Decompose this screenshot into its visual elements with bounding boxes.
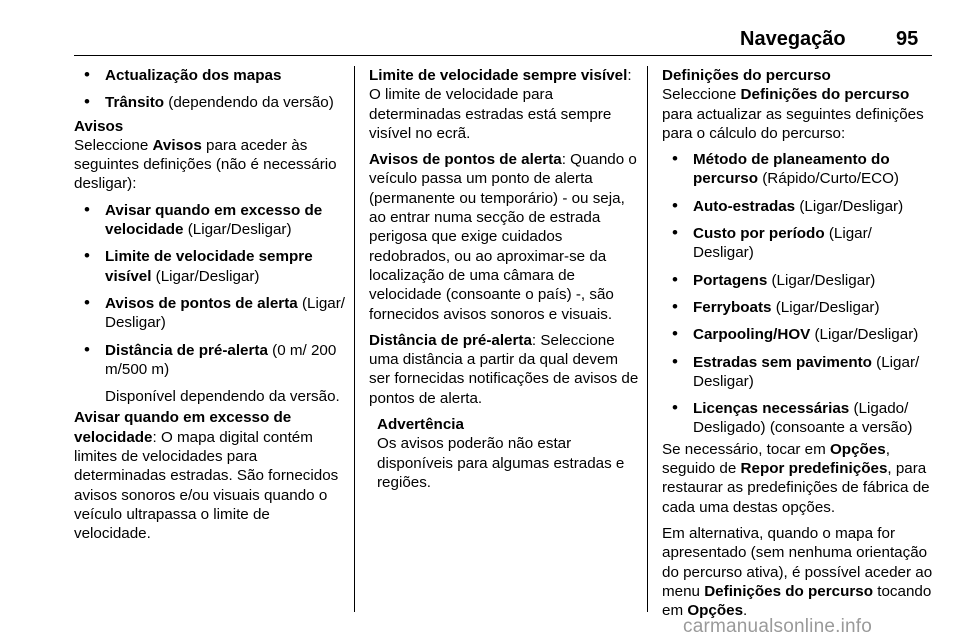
list-item: • Distância de pré-alerta (0 m/ 200 m/500 m): [84, 339, 337, 378]
avisos-intro: Seleccione Avisos para aceder às seguintes definições (não é necessário desligar):: [74, 136, 337, 193]
header-rule: [74, 55, 932, 56]
list-item: • Portagens (Ligar/Desligar): [672, 269, 876, 289]
speed-limit-paragraph: Limite de velocidade sempre visível: O limite de velocidade para determinadas estradas está sempre visível no ecrã.: [369, 67, 632, 142]
alternative-paragraph: Em alternativa, quando o mapa for apresentado (sem nenhuma orientação do percurso ativa), é possível aceder ao menu Definições do percurso tocando em Opções.: [662, 524, 933, 620]
warning-text: Os avisos poderão não estar disponíveis para algumas estradas e regiões.: [377, 435, 625, 491]
avisos-heading: Avisos: [74, 117, 124, 135]
top-list: [74, 66, 346, 113]
alert-points-paragraph: Avisos de pontos de alerta: Quando o veículo passa um ponto de alerta (permanente ou temporário) - ou seja, ao entrar numa secção de estrada perigosa que exige cuidados redobrados, ou ao aproximar-se da localização de uma câmara de velocidade (consoante o país) -, são fornecidos avisos sonoros e visuais.: [369, 151, 637, 323]
availability-note: Disponível dependendo da versão.: [105, 388, 340, 406]
speed-warning-paragraph: Avisar quando em excesso de velocidade: O mapa digital contém limites de velocidades para determinadas estradas. São fornecidos avisos sonoros e/ou visuais quando o veículo ultrapassa o limite de velocidade.: [74, 409, 339, 543]
list-item: • Custo por período (Ligar/ Desligar): [672, 223, 872, 262]
column-2: [369, 66, 639, 492]
list-item: • Limite de velocidade sempre visível (Ligar/Desligar): [84, 246, 313, 285]
avisos-list: [74, 201, 346, 379]
page-number: 95: [896, 28, 919, 50]
list-item: • Auto-estradas (Ligar/Desligar): [672, 195, 904, 215]
list-item: • Avisos de pontos de alerta (Ligar/ Desligar): [84, 292, 345, 332]
list-item: • Método de planeamento do percurso (Rápido/Curto/ECO): [672, 149, 899, 188]
watermark: carmanualsonline.info: [683, 616, 873, 637]
section-title: Navegação: [740, 28, 846, 50]
warning-note: [369, 415, 639, 492]
list-item: • Trânsito (dependendo da versão): [84, 92, 334, 112]
list-item: • Ferryboats (Ligar/Desligar): [672, 296, 880, 316]
route-settings-heading: Definições do percurso: [662, 67, 831, 84]
list-item: • Avisar quando em excesso de velocidade (Ligar/Desligar): [84, 199, 323, 239]
column-3: [662, 66, 934, 627]
column-divider-1: [354, 66, 355, 612]
warning-heading: Advertência: [377, 416, 464, 434]
list-item: • Licenças necessárias (Ligado/ Desligado) (consoante a versão): [672, 398, 913, 437]
route-settings-intro: Seleccione Definições do percurso para actualizar as seguintes definições para o cálculo do percurso:: [662, 86, 924, 142]
reset-paragraph: Se necessário, tocar em Opções, seguido de Repor predefinições, para restaurar as predefinições de fábrica de cada uma destas opções.: [662, 440, 930, 516]
route-settings-list: [662, 150, 934, 438]
pre-alert-paragraph: Distância de pré-alerta: Seleccione uma distância a partir da qual devem ser fornecidas notificações de avisos de pontos de alerta.: [369, 331, 639, 407]
column-1: [74, 66, 346, 551]
column-divider-2: [647, 66, 648, 612]
list-item: • Actualização dos mapas: [84, 65, 282, 84]
list-item: • Estradas sem pavimento (Ligar/ Desligar): [672, 351, 920, 390]
list-item: • Carpooling/HOV (Ligar/Desligar): [672, 324, 919, 344]
